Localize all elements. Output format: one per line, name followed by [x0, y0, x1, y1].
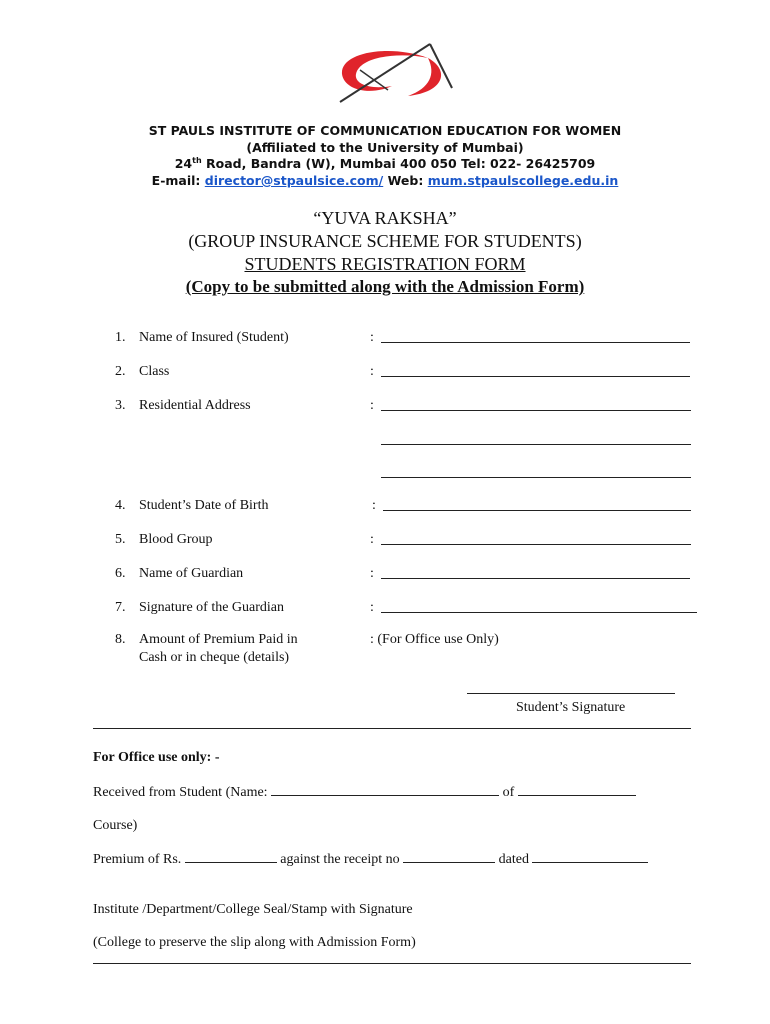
institute-name: ST PAULS INSTITUTE OF COMMUNICATION EDUCATION FOR WOMEN — [148, 123, 622, 138]
receipt-date-input[interactable] — [532, 850, 648, 863]
student-signature-label: Student’s Signature — [516, 700, 626, 715]
dob-input[interactable] — [383, 510, 691, 511]
divider — [93, 728, 691, 729]
college-logo — [330, 40, 460, 108]
received-line: Received from Student (Name: of — [93, 783, 636, 802]
course-text: Course) — [93, 818, 138, 833]
received-name-input[interactable] — [271, 783, 499, 796]
seal-text: Institute /Department/College Seal/Stamp with Signature — [93, 902, 413, 917]
address-input-line-2[interactable] — [381, 444, 691, 445]
scheme-name: “YUVA RAKSHA” — [313, 208, 457, 228]
student-name-input[interactable] — [381, 342, 690, 343]
preserve-text: (College to preserve the slip along with Admission Form) — [93, 935, 416, 950]
premium-amount-input[interactable] — [185, 850, 277, 863]
divider-bottom — [93, 963, 691, 964]
affiliation: (Affiliated to the University of Mumbai) — [246, 140, 524, 155]
blood-group-input[interactable] — [381, 544, 691, 545]
receipt-number-input[interactable] — [403, 850, 495, 863]
student-signature-input[interactable] — [467, 693, 675, 694]
received-course-input[interactable] — [518, 783, 636, 796]
contact-line: E-mail: director@stpaulsice.com/ Web: mum.stpaulscollege.edu.in — [151, 173, 619, 188]
guardian-signature-input[interactable] — [381, 612, 697, 613]
web-link[interactable]: mum.stpaulscollege.edu.in — [427, 173, 619, 188]
scheme-subtitle: (GROUP INSURANCE SCHEME FOR STUDENTS) — [188, 231, 582, 251]
premium-line: Premium of Rs. against the receipt no dated — [93, 850, 648, 869]
form-title: STUDENTS REGISTRATION FORM — [244, 254, 526, 274]
email-link[interactable]: director@stpaulsice.com/ — [204, 173, 384, 188]
guardian-name-input[interactable] — [381, 578, 690, 579]
address-input-line-3[interactable] — [381, 477, 691, 478]
address-line: 24th Road, Bandra (W), Mumbai 400 050 Tel: 022- 26425709 — [174, 156, 596, 172]
office-use-note: : (For Office use Only) — [370, 632, 499, 647]
office-use-heading: For Office use only: - — [93, 750, 220, 765]
class-input[interactable] — [381, 376, 690, 377]
address-input-line-1[interactable] — [381, 410, 691, 411]
form-subtitle: (Copy to be submitted along with the Admission Form) — [185, 277, 585, 296]
